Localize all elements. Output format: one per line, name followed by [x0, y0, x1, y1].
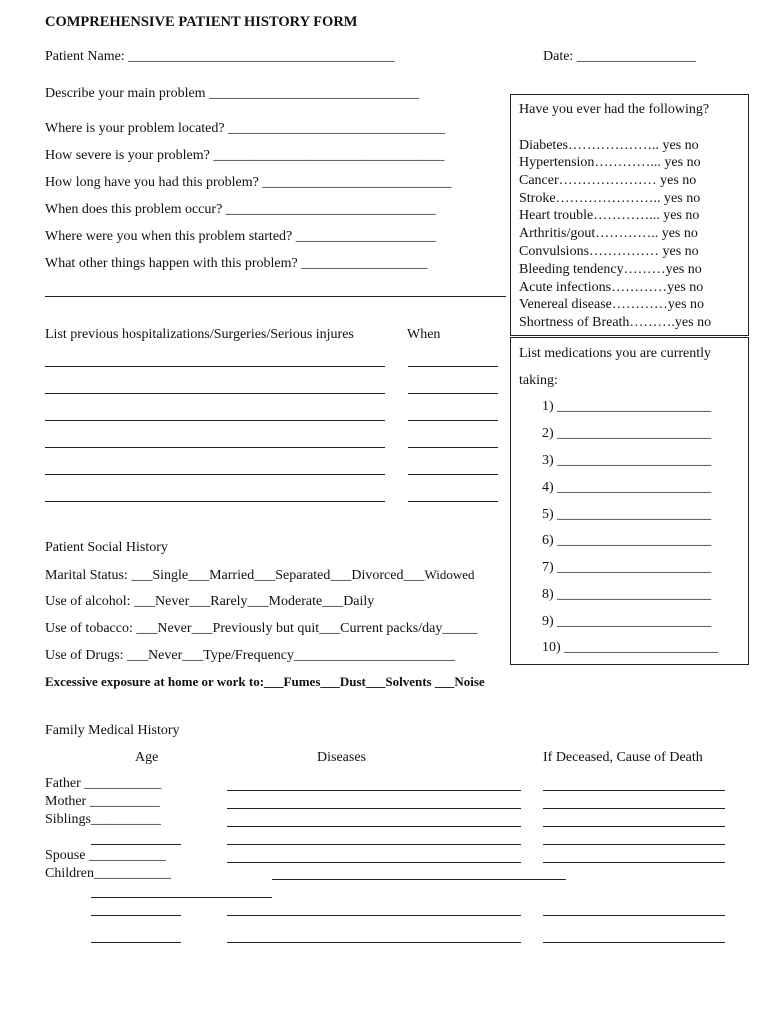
hosp-line-1[interactable] [45, 366, 385, 367]
medication-line-10[interactable]: 10) ______________________ [542, 640, 719, 655]
disease-line-siblings[interactable] [227, 826, 521, 827]
age-line-siblings-2[interactable] [91, 844, 181, 845]
hosp-line-5[interactable] [45, 474, 385, 475]
date-field[interactable]: Date: _________________ [543, 49, 696, 64]
condition-hypertension[interactable]: Hypertension…………... yes no [519, 155, 701, 170]
medication-line-4[interactable]: 4) ______________________ [542, 480, 712, 495]
marital-status-field[interactable] [45, 566, 475, 585]
conditions-heading: Have you ever had the following? [519, 102, 710, 117]
tobacco-field[interactable]: Use of tobacco: ___Never___Previously but quit___Current packs/day_____ [45, 621, 478, 636]
marital-status-options: Marital Status: ___Single___Married___Separated___Divorced___ [45, 568, 425, 583]
condition-diabetes[interactable]: Diabetes……………….. yes no [519, 138, 699, 153]
medication-line-8[interactable]: 8) ______________________ [542, 587, 712, 602]
condition-heart-trouble[interactable]: Heart trouble…………... yes no [519, 208, 700, 223]
death-line-children-4[interactable] [543, 942, 725, 943]
disease-line-children[interactable] [272, 879, 566, 880]
condition-acute-infections[interactable]: Acute infections…………yes no [519, 280, 704, 295]
medication-line-5[interactable]: 5) ______________________ [542, 507, 712, 522]
death-column-header: If Deceased, Cause of Death [543, 750, 703, 765]
medications-heading-2: taking: [519, 373, 558, 388]
medication-line-6[interactable]: 6) ______________________ [542, 533, 712, 548]
children-line-2[interactable] [91, 897, 272, 898]
medication-line-1[interactable]: 1) ______________________ [542, 399, 712, 414]
exposure-field[interactable]: Excessive exposure at home or work to:___Fumes___Dust___Solvents ___Noise [45, 674, 485, 689]
hosp-line-4[interactable] [45, 447, 385, 448]
hosp-when-line-3[interactable] [408, 420, 498, 421]
hosp-when-line-5[interactable] [408, 474, 498, 475]
death-line-father[interactable] [543, 790, 725, 791]
condition-stroke[interactable]: Stroke………………….. yes no [519, 191, 701, 206]
medications-box [510, 337, 749, 665]
medications-heading: List medications you are currently [519, 346, 712, 361]
age-line-children-4[interactable] [91, 942, 181, 943]
hosp-when-line-1[interactable] [408, 366, 498, 367]
question-duration[interactable]: How long have you had this problem? ___________________________ [45, 175, 452, 190]
death-line-siblings[interactable] [543, 826, 725, 827]
medication-line-9[interactable]: 9) ______________________ [542, 614, 712, 629]
marital-widowed-option: Widowed [424, 567, 475, 582]
hosp-line-6[interactable] [45, 501, 385, 502]
hosp-line-2[interactable] [45, 393, 385, 394]
hosp-when-line-6[interactable] [408, 501, 498, 502]
disease-line-children-4[interactable] [227, 942, 521, 943]
patient-name-field[interactable]: Patient Name: ______________________________________ [45, 49, 395, 64]
hosp-line-3[interactable] [45, 420, 385, 421]
condition-cancer[interactable]: Cancer………………… yes no [519, 173, 697, 188]
hospitalizations-label: List previous hospitalizations/Surgeries/Serious injures [45, 327, 354, 342]
age-column-header: Age [135, 750, 159, 765]
main-problem-field[interactable]: Describe your main problem ______________________________ [45, 86, 420, 101]
question-other-things[interactable]: What other things happen with this problem? __________________ [45, 256, 428, 271]
death-line-siblings-2[interactable] [543, 844, 725, 845]
disease-line-children-3[interactable] [227, 915, 521, 916]
age-line-children-3[interactable] [91, 915, 181, 916]
conditions-box [510, 94, 749, 336]
family-row-children[interactable]: Children___________ [45, 866, 171, 881]
when-label: When [407, 327, 441, 342]
medication-line-3[interactable]: 3) ______________________ [542, 453, 712, 468]
condition-convulsions[interactable]: Convulsions…………… yes no [519, 244, 699, 259]
condition-venereal[interactable]: Venereal disease…………yes no [519, 297, 705, 312]
medication-line-7[interactable]: 7) ______________________ [542, 560, 712, 575]
hosp-when-line-4[interactable] [408, 447, 498, 448]
answer-line[interactable] [45, 296, 506, 297]
family-row-mother[interactable]: Mother __________ [45, 794, 160, 809]
drugs-field[interactable]: Use of Drugs: ___Never___Type/Frequency_______________________ [45, 648, 456, 663]
condition-arthritis[interactable]: Arthritis/gout………….. yes no [519, 226, 698, 241]
disease-line-mother[interactable] [227, 808, 521, 809]
family-row-siblings[interactable]: Siblings__________ [45, 812, 161, 827]
disease-line-spouse[interactable] [227, 862, 521, 863]
social-history-heading: Patient Social History [45, 540, 168, 555]
medication-line-2[interactable]: 2) ______________________ [542, 426, 712, 441]
death-line-mother[interactable] [543, 808, 725, 809]
disease-line-father[interactable] [227, 790, 521, 791]
condition-breath[interactable]: Shortness of Breath……….yes no [519, 315, 712, 330]
question-onset-place[interactable]: Where were you when this problem started? ____________________ [45, 229, 436, 244]
condition-bleeding[interactable]: Bleeding tendency………yes no [519, 262, 702, 277]
question-severity[interactable]: How severe is your problem? _________________________________ [45, 148, 445, 163]
hosp-when-line-2[interactable] [408, 393, 498, 394]
death-line-spouse[interactable] [543, 862, 725, 863]
diseases-column-header: Diseases [317, 750, 366, 765]
question-location[interactable]: Where is your problem located? _______________________________ [45, 121, 446, 136]
question-occurrence[interactable]: When does this problem occur? ______________________________ [45, 202, 436, 217]
disease-line-siblings-2[interactable] [227, 844, 521, 845]
death-line-children-3[interactable] [543, 915, 725, 916]
family-history-heading: Family Medical History [45, 723, 180, 738]
form-title: COMPREHENSIVE PATIENT HISTORY FORM [45, 14, 358, 30]
alcohol-field[interactable]: Use of alcohol: ___Never___Rarely___Moderate___Daily [45, 594, 375, 609]
family-row-spouse[interactable]: Spouse ___________ [45, 848, 166, 863]
family-row-father[interactable]: Father ___________ [45, 776, 162, 791]
